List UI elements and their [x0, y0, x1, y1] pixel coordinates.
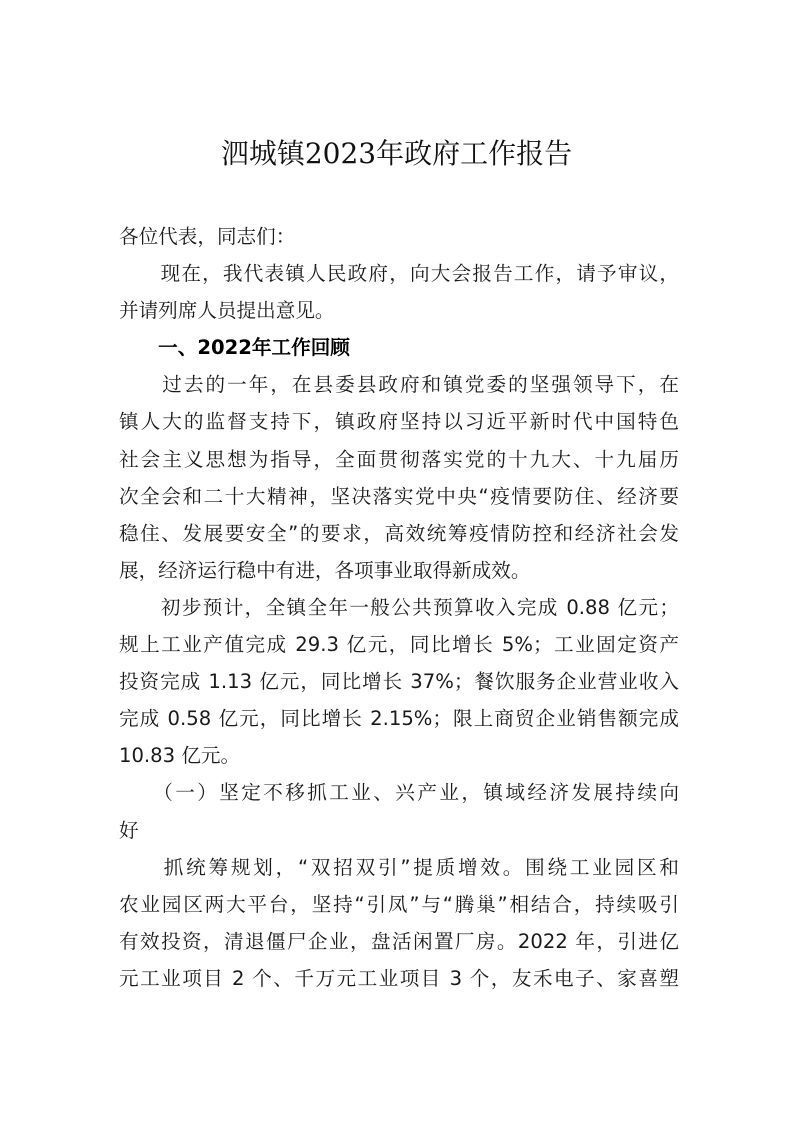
section-heading-1	[119, 329, 679, 366]
text-line: 投资完成 1.13 亿元，同比增长 37%；餐饮服务企业营业收入	[119, 670, 679, 694]
opening-paragraph	[119, 255, 679, 329]
text-line: 各位代表，同志们：	[119, 225, 296, 248]
salutation	[119, 218, 679, 255]
text-line: 初步预计，全镇全年一般公共预算收入完成 0.88 亿元；	[119, 595, 679, 619]
text-line: 完成 0.58 亿元，同比增长 2.15%；限上商贸企业销售额完成	[119, 707, 679, 731]
investment-paragraph	[119, 849, 679, 997]
text-line: 元工业项目 2 个、千万元工业项目 3 个，友禾电子、家喜塑	[119, 966, 679, 990]
text-line: 有效投资，清退僵尸企业，盘活闲置厂房。2022 年，引进亿	[119, 929, 679, 953]
text-line: 过去的一年，在县委县政府和镇党委的坚强领导下，在	[119, 373, 679, 397]
text-line: 稳住、发展要安全”的要求，高效统筹疫情防控和经济社会发	[119, 521, 679, 545]
section-heading-2	[119, 774, 679, 848]
heading-text: 一、2022年工作回顾	[119, 336, 350, 360]
document-title: 泗城镇2023年政府工作报告	[220, 137, 573, 170]
text-line: 现在，我代表镇人民政府，向大会报告工作，请予审议，	[119, 262, 679, 286]
text-line: 社会主义思想为指导，全面贯彻落实党的十九大、十九届历	[119, 447, 679, 471]
text-line: 10.83 亿元。	[119, 744, 241, 768]
text-line: 规上工业产值完成 29.3 亿元，同比增长 5%；工业固定资产	[119, 633, 679, 657]
text-line: 农业园区两大平台，坚持“引凤”与“腾巢”相结合，持续吸引	[119, 892, 679, 916]
review-paragraph	[119, 366, 679, 589]
text-line: 并请列席人员提出意见。	[119, 299, 335, 323]
heading-text: 好	[119, 818, 139, 842]
document-body	[119, 218, 679, 997]
text-line: 镇人大的监督支持下，镇政府坚持以习近平新时代中国特色	[119, 410, 679, 434]
text-line: 抓统筹规划，“双招双引”提质增效。围绕工业园区和	[119, 855, 679, 879]
text-line: 次全会和二十大精神，坚决落实党中央“疫情要防住、经济要	[119, 484, 679, 508]
heading-text: （一）坚定不移抓工业、兴产业，镇域经济发展持续向	[119, 781, 679, 805]
text-line: 展，经济运行稳中有进，各项事业取得新成效。	[119, 558, 531, 582]
statistics-paragraph	[119, 589, 679, 774]
